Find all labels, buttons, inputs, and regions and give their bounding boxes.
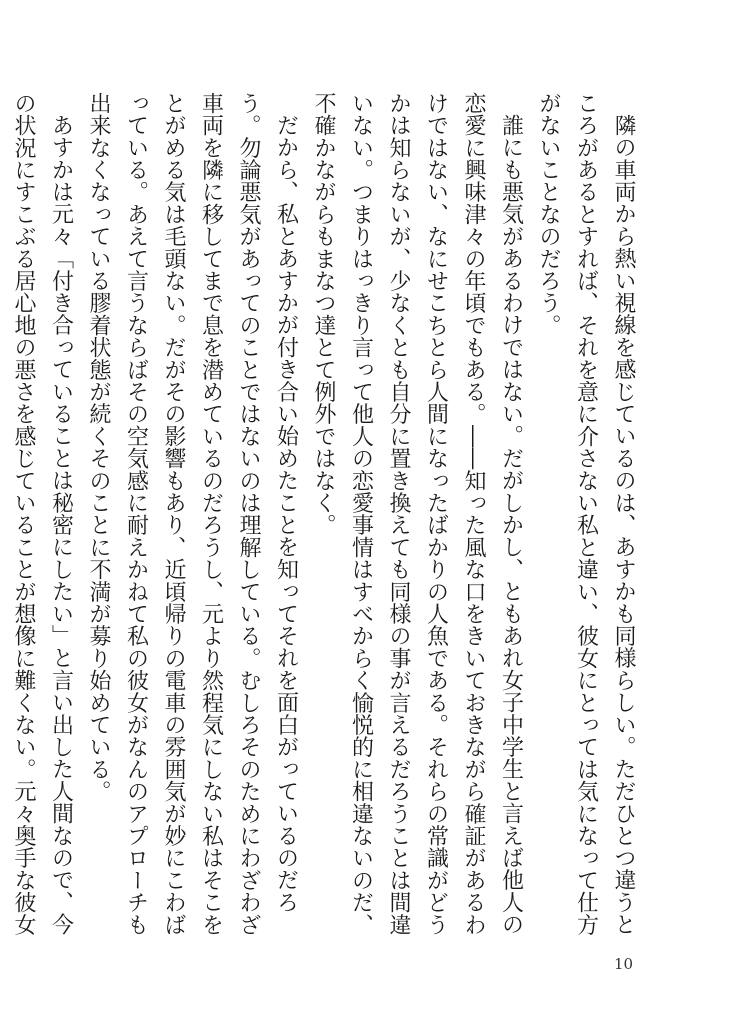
paragraph-1: 隣の車両から熱い視線を感じているのは、あすかも同様らしい。ただひとつ違うところがあるとすれば、それを意に介さない私と違い、彼女にとっては気になって仕方がないことなのだろう。 xyxy=(536,92,636,936)
paragraph-2: 誰にも悪気があるわけではない。だがしかし、ともあれ女子中学生と言えば他人の恋愛に興味津々の年頃でもある。――知った風な口をきいておきながら確証があるわけではない、なにせこちとら人間になったばかりの人魚である。それらの常識がどうかは知らないが、少なくとも自分に置き換えても同様の事が言えるだろうことは間違いない。つまりはっきり言って他人の恋愛事情はすべからく愉悦的に相違ないのだ、不確かながらもまなつ達とて例外ではなく。 xyxy=(311,92,524,936)
paragraph-4: あすかは元々「付き合っていることは秘密にしたい」と言い出した人間なので、今の状況にすこぶる居心地の悪さを感じていることが想像に難くない。元々奥手な彼女 xyxy=(11,92,74,936)
vertical-body-text xyxy=(0,92,642,950)
paragraph-3: だから、私とあすかが付き合い始めたことを知ってそれを面白がっているのだろう。勿論悪気があってのことではないのは理解している。むしろそのためにわざわざ車両を隣に移してまで息を潜めているのだろうし、元より然程気にしない私はそこをとがめる気は毛頭ない。だがその影響もあり、近頃帰りの電車の雰囲気が妙にこわばっている。あえて言うならばその空気感に耐えかねて私の彼女がなんのアプローチも出来なくなっている膠着状態が続くそのことに不満が募り始めている。 xyxy=(86,92,299,936)
page-number: 10 xyxy=(614,955,634,973)
